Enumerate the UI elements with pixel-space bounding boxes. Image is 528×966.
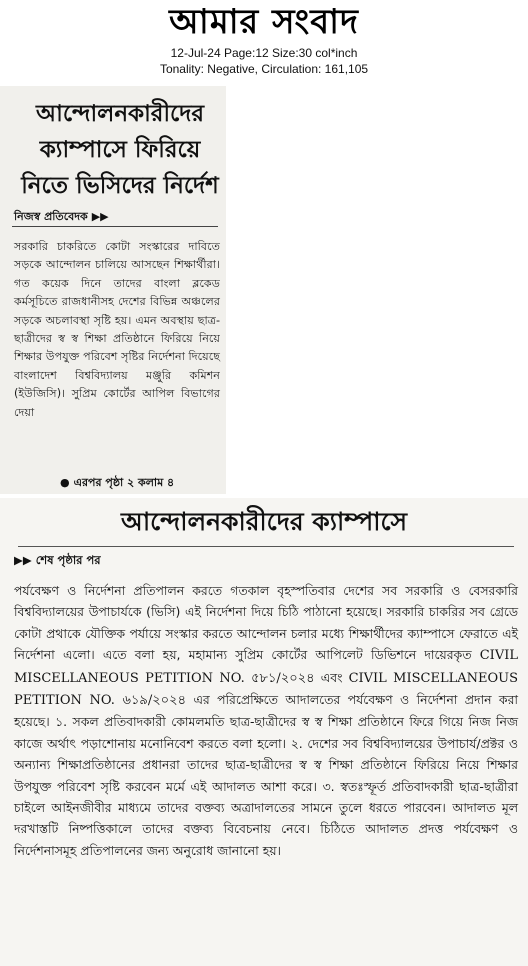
article-bottom-continued-from — [14, 552, 101, 571]
petition-reference-2: CIVIL MISCELLANEOUS PETITION NO. ৬১৯/২০২৪ — [14, 670, 518, 709]
continued-from-text: শেষ পৃষ্ঠার পর — [35, 553, 101, 567]
article-bottom-body — [14, 580, 518, 861]
article-top-headline: আন্দোলনকারীদের ক্যাম্পাসে ফিরিয়ে নিতে ভিসিদের নির্দেশ — [21, 101, 219, 199]
body-and: এবং — [320, 669, 343, 685]
body-part-2: এর পরিপ্রেক্ষিতে আদালতের পর্যবেক্ষণ ও নির্দেশনা প্রদান করা হয়েছে। ১. সকল প্রতিবাদকারী কোমলমতি ছাত্র-ছাত্রীদের স্ব স্ব শিক্ষা প্রতিষ্ঠানে ফিরে গিয়ে নিজ নিজ কাজে অর্থাৎ পড়াশোনায় মনোনিবেশ করতে বলা হলো। ২. দেশের সব বিশ্ববিদ্যালয়ের উপাচার্য/প্রক্টর ও অন্যান্য শিক্ষাপ্রতিষ্ঠানের প্রধানরা তাদের ছাত্র-ছাত্রীদের স্ব স্ব শিক্ষা প্রতিষ্ঠানে ফিরিয়ে নিয়ে শিক্ষার উপযুক্ত পরিবেশ সৃষ্টি করবেন মর্মে এই আদালত আশা করে। ৩. স্বতঃস্ফূর্ত প্রতিবাদকারী ছাত্র-ছাত্রীরা চাইলে আইনজীবীর মাধ্যমে তাদের বক্তব্য অত্রাদালতের সামনে তুলে ধরতে পারবেন। আদালত মূল দরখাস্তটি নিষ্পত্তিকালে তাদের বক্তব্য বিবেচনায় নেবে। চিঠিতে আদালত প্রদত্ত পর্যবেক্ষণ ও নির্দেশনাসমূহ প্রতিপালনের জন্য অনুরোধ জানানো হয়। — [14, 692, 518, 858]
article-top-byline — [14, 208, 109, 227]
article-top-body: সরকারি চাকরিতে কোটা সংস্কারের দাবিতে সড়কে আন্দোলন চালিয়ে আসছেন শিক্ষার্থীরা। গত কয়েক দিনে তাদের বাংলা ব্লকেড কর্মসূচিতে রাজধানীসহ দেশের বিভিন্ন অঞ্চলের সড়কে অচলাবস্থা সৃষ্টি হয়। এমন অবস্থায় ছাত্র-ছাত্রীদের স্ব স্ব শিক্ষা প্রতিষ্ঠানে ফিরিয়ে নিয়ে শিক্ষার উপযুক্ত পরিবেশ সৃষ্টির নির্দেশনা দিয়েছে বাংলাদেশ বিশ্ববিদ্যালয় মঞ্জুরি কমিশন (ইউজিসি)। সুপ্রিম কোর্টের আপিল বিভাগের দেয়া — [14, 240, 220, 419]
body-part-1: পর্যবেক্ষণ ও নির্দেশনা প্রতিপালন করতে গতকাল বৃহস্পতিবার দেশের সব সরকারি ও বেসরকারি বিশ্ববিদ্যালয়ের উপাচার্যকে (ভিসি) এই নির্দেশনা দিয়ে চিঠি পাঠানো হয়েছে। সরকারি চাকরির সব গ্রেডে কোটা প্রথাকে যৌক্তিক পর্যায়ে সংস্কার করতে আন্দোলন চলার মধ্যে শিক্ষার্থীদের ক্যাম্পাসে ফেরাতে এই নির্দেশনা এলো। এতে বলা হয়, মহামান্য সুপ্রিম কোর্টের আপিলেট ডিভিশনে দায়েরকৃত — [14, 583, 518, 663]
continued-text: এরপর পৃষ্ঠা ২ কলাম ৪ — [73, 476, 175, 489]
continued-arrows-icon: ▶▶ — [14, 553, 32, 567]
byline-text: নিজস্ব প্রতিবেদক — [14, 210, 88, 223]
clipping-meta-date-page: 12-Jul-24 Page:12 Size:30 col*inch — [170, 46, 358, 60]
newspaper-masthead — [0, 0, 528, 44]
continued-bullet-icon: ● — [60, 476, 70, 489]
article-bottom-headline: আন্দোলনকারীদের ক্যাম্পাসে — [120, 507, 408, 536]
headline-divider — [18, 546, 514, 547]
byline-arrows-icon: ▶▶ — [91, 210, 109, 223]
article-top-continued — [60, 474, 174, 493]
petition-reference-1: CIVIL MISCELLANEOUS PETITION NO. ৫৮১/২০২৪ — [14, 648, 518, 686]
byline-divider — [12, 226, 218, 227]
clipping-meta-tonality: Tonality: Negative, Circulation: 161,105 — [159, 62, 369, 76]
newspaper-logo: আমার সংবাদ — [169, 2, 359, 42]
